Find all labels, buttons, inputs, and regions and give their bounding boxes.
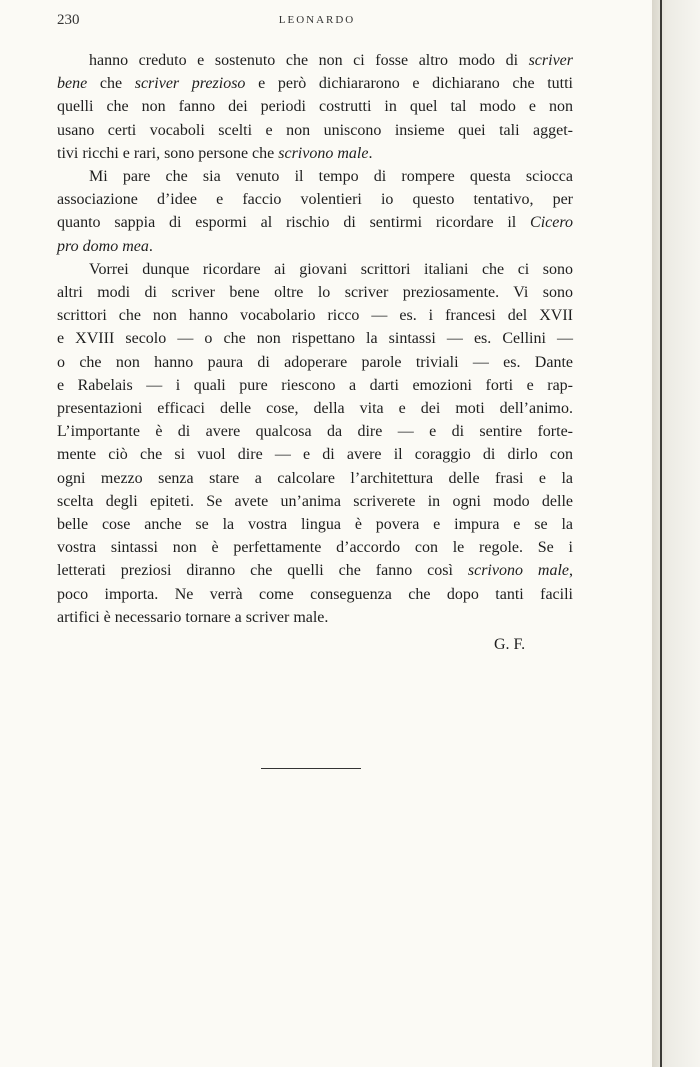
text-line <box>57 351 573 374</box>
italic-text: scriver <box>528 52 573 69</box>
text-line <box>57 119 573 142</box>
text-segment: artifici è necessario tornare a scriver male. <box>57 608 329 626</box>
binding-edge <box>660 0 662 1067</box>
text-segment: . <box>148 237 153 255</box>
text-line <box>57 559 573 582</box>
text-line <box>57 165 573 188</box>
text-line <box>57 304 573 327</box>
text-line <box>57 327 573 350</box>
text-line <box>57 142 573 165</box>
text-segment: letterati preziosi diranno che quelli che fanno così <box>57 562 468 580</box>
signature: G. F. <box>494 636 526 653</box>
text-segment: Mi pare che sia venuto il tempo di rompere questa sciocca <box>89 168 573 186</box>
text-segment: . <box>368 144 373 162</box>
text-segment: che <box>87 75 135 93</box>
text-segment: vostra sintassi non è perfettamente d’accordo con le regole. Se i <box>57 539 573 557</box>
text-line <box>57 490 573 513</box>
text-line <box>57 258 573 281</box>
italic-text: scrivono male <box>467 562 570 580</box>
text-segment: tivi ricchi e rari, sono persone che <box>57 144 279 162</box>
text-segment: usano certi vocaboli scelti e non uniscono insieme quei tali agget- <box>57 121 573 139</box>
text-line <box>57 513 573 536</box>
text-line <box>57 536 573 559</box>
text-line <box>57 95 573 118</box>
body-text <box>57 49 573 629</box>
text-line <box>57 374 573 397</box>
text-segment: altri modi di scriver bene oltre lo scriver preziosamente. Vi sono <box>57 284 573 302</box>
text-segment: scrittori che non hanno vocabolario ricco — es. i francesi del XVII <box>57 307 573 325</box>
text-segment: belle cose anche se la vostra lingua è povera e impura e se la <box>57 516 573 534</box>
text-line <box>57 420 573 443</box>
text-segment: scelta degli epiteti. Se avete un’anima scriverete in ogni modo delle <box>57 492 573 510</box>
text-line <box>57 211 573 234</box>
text-segment: quelli che non fanno dei periodi costrutti in quel tal modo e non <box>57 98 573 116</box>
text-segment: hanno creduto e sostenuto che non ci fosse altro modo di <box>89 52 529 69</box>
text-segment: quanto sappia di espormi al rischio di sentirmi ricordare il <box>57 214 531 232</box>
text-line <box>57 606 573 629</box>
text-segment: poco importa. Ne verrà come conseguenza che dopo tanti facili <box>57 585 573 603</box>
italic-text: bene <box>57 75 88 93</box>
running-title: LEONARDO <box>278 14 356 26</box>
text-segment: associazione d’idee e faccio volentieri io questo tentativo, per <box>57 191 573 209</box>
text-segment: mente ciò che si vuol dire — e di avere il coraggio di dirlo con <box>57 446 573 464</box>
text-segment: presentazioni efficaci delle cose, della vita e dei moti dell’animo. <box>57 400 573 418</box>
text-line <box>57 188 573 211</box>
text-line <box>57 235 573 258</box>
text-segment: e Rabelais — i quali pure riescono a darti emozioni forti e rap- <box>57 376 573 394</box>
text-segment: e però dichiararono e dichiarano che tutti <box>245 75 574 93</box>
paragraph <box>57 258 573 629</box>
page-header <box>57 12 577 32</box>
italic-text: Cicero <box>530 214 573 232</box>
paragraph <box>57 49 573 165</box>
italic-text: scrivono male <box>278 144 369 162</box>
text-line <box>57 467 573 490</box>
page-number: 230 <box>57 12 80 28</box>
text-segment: ogni mezzo senza stare a calcolare l’architettura delle frasi e la <box>57 469 573 487</box>
paragraph <box>57 165 573 258</box>
text-line <box>57 397 573 420</box>
italic-text: pro domo mea <box>57 237 149 255</box>
text-line <box>57 72 573 95</box>
text-line <box>57 583 573 606</box>
text-segment: e XVIII secolo — o che non rispettano la sintassi — es. Cellini — <box>57 330 573 348</box>
text-line <box>57 443 573 466</box>
text-segment: , <box>569 562 574 580</box>
text-line <box>57 49 573 72</box>
section-rule <box>261 768 361 769</box>
text-segment: L’importante è di avere qualcosa da dire — e di sentire forte- <box>57 423 573 441</box>
text-line <box>57 281 573 304</box>
text-segment: o che non hanno paura di adoperare parole triviali — es. Dante <box>57 353 573 371</box>
text-segment: Vorrei dunque ricordare ai giovani scrittori italiani che ci sono <box>89 260 573 278</box>
italic-text: scriver prezioso <box>134 75 246 93</box>
